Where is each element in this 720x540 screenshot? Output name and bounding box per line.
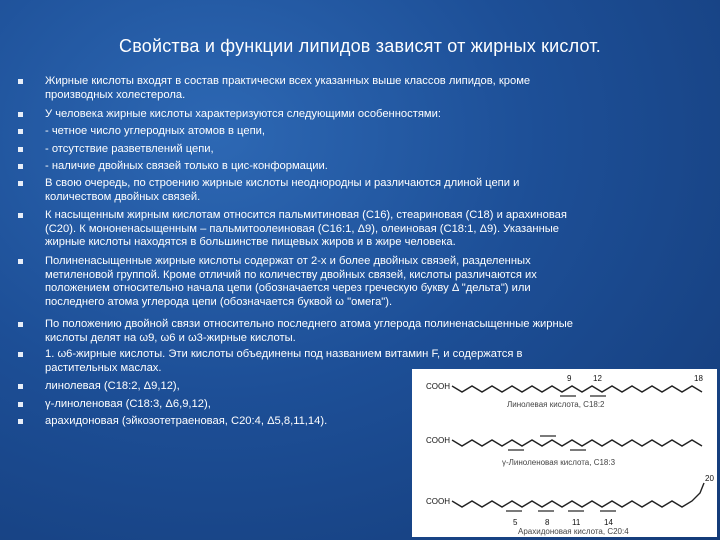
carbon-number: 18: [694, 374, 703, 383]
structure-label: Линолевая кислота, С18:2: [507, 400, 605, 409]
carbon-number: 20: [705, 474, 714, 483]
bullet-text: - отсутствие разветвлений цепи,: [45, 143, 214, 155]
bullet-marker: [18, 402, 23, 407]
bullet-marker: [18, 181, 23, 186]
bullet-text: - четное число углеродных атомов в цепи,: [45, 125, 265, 137]
structure-label: γ-Линоленовая кислота, С18:3: [502, 458, 616, 467]
carbon-number: 5: [513, 518, 518, 527]
carbon-number: 11: [572, 518, 581, 527]
gamma-linolenic-chain: [452, 440, 702, 446]
bullet-marker: [18, 213, 23, 218]
structure-label: Арахидоновая кислота, С20:4: [518, 527, 629, 536]
linoleic-chain: [452, 386, 702, 392]
structures-svg: [412, 369, 717, 537]
bullet-text: Полиненасыщенные жирные кислоты содержат от 2-х и более двойных связей, разделенных метиленовой группой. Кроме отличий по количеству двойных связей, кислоты различаются их положением относительно начала цепи (обозначается через греческую букву Δ "дельта") или последнего атома углерода цепи (обозначается буквой ω "омега").: [45, 255, 537, 308]
bullet-marker: [18, 112, 23, 117]
bullet-marker: [18, 352, 23, 357]
bullet-marker: [18, 147, 23, 152]
bullet-text: - наличие двойных связей только в цис-конформации.: [45, 160, 328, 172]
cooh-label: COOH: [426, 497, 450, 506]
slide-title: Свойства и функции липидов зависят от жирных кислот.: [119, 36, 601, 56]
bullet-text: В свою очередь, по строению жирные кислоты неоднородны и различаются длиной цепи и количеством двойных связей.: [45, 177, 520, 203]
bullet-text: У человека жирные кислоты характеризуются следующими особенностями:: [45, 108, 441, 120]
fatty-acid-structures-figure: [412, 369, 717, 537]
carbon-number: 14: [604, 518, 613, 527]
arachidonic-structure: [426, 474, 714, 536]
bullet-marker: [18, 164, 23, 169]
bullet-text: 1. ω6-жирные кислоты. Эти кислоты объединены под названием витамин F, и содержатся в растительных маслах.: [45, 348, 523, 374]
arachidonic-chain: [452, 483, 704, 507]
bullet-text: По положению двойной связи относительно последнего атома углерода полиненасыщенные жирные кислоты делят на ω9, ω6 и ω3-жирные кислоты.: [45, 318, 573, 344]
bullet-marker: [18, 384, 23, 389]
bullet-text: γ-линоленовая (С18:3, Δ6,9,12),: [45, 398, 211, 410]
bullet-text: арахидоновая (эйкозотетраеновая, С20:4, Δ5,8,11,14).: [45, 415, 328, 427]
carbon-number: 8: [545, 518, 550, 527]
carbon-number: 9: [567, 374, 572, 383]
gamma-linolenic-structure: [426, 436, 702, 467]
bullet-text: Жирные кислоты входят в состав практически всех указанных выше классов липидов, кроме производных холестерола.: [45, 75, 531, 101]
cooh-label: COOH: [426, 382, 450, 391]
bullet-text: линолевая (С18:2, Δ9,12),: [45, 380, 180, 392]
linoleic-structure: [426, 374, 703, 409]
bullet-marker: [18, 322, 23, 327]
bullet-marker: [18, 129, 23, 134]
bullet-text: К насыщенным жирным кислотам относится пальмитиновая (С16), стеариновая (С18) и арахиновая (С20). К мононенасыщенным – пальмитоолеиновая (С16:1, Δ9), олеиновая (С18:1, Δ9). Указанные жирные кислоты находятся в большинстве пищевых жиров и в жире человека.: [45, 209, 567, 248]
carbon-number: 12: [593, 374, 602, 383]
bullet-marker: [18, 419, 23, 424]
cooh-label: COOH: [426, 436, 450, 445]
bullet-marker: [18, 79, 23, 84]
bullet-marker: [18, 259, 23, 264]
